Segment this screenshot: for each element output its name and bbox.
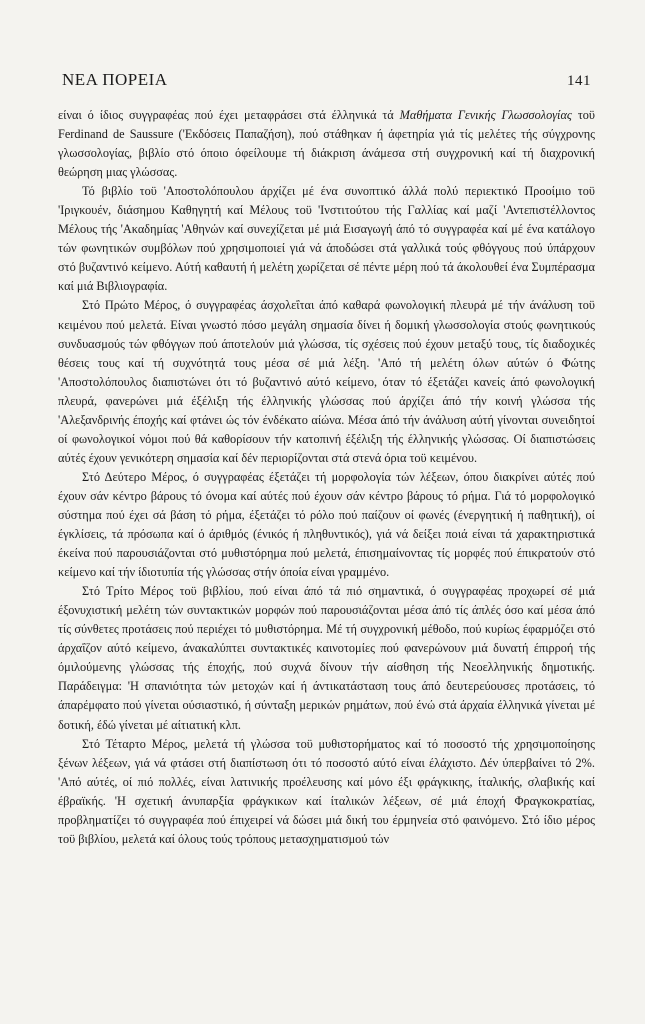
paragraph-1-lead: είναι ό ίδιος συγγραφέας πού έχει μεταφράσει στά έλληνικά τά <box>58 108 400 122</box>
paragraph-1 <box>58 106 595 182</box>
paragraph-1-rest: τοϋ Ferdinand de Saussure ('Εκδόσεις Παπαζήση), πού στάθηκαν ή άφετηρία γιά τίς μελέτες τής σύγχρονης γλωσσολογίας, βιβλίο στό όποιο όφείλουμε τή διάκριση άνάμεσα στή συγχρονική καί τή διαχρονική θεώρηση μιας γλώσσας. <box>58 108 596 180</box>
page-number: 141 <box>567 73 591 89</box>
running-title: ΝΕΑ ΠΟΡΕΙΑ <box>62 70 168 89</box>
page-header <box>58 70 595 90</box>
body-text <box>58 106 595 849</box>
paragraph-4: Στό Δεύτερο Μέρος, ό συγγραφέας έξετάζει τή μορφολογία τών λέξεων, όπου διακρίνει αύτές πού έχουν σάν κέντρο βάρους τό όνομα καί αύτές πού έχουν σάν κέντρο βάρους τό ρήμα. Γιά τό μορφολογικό σύστημα πού έχει σά βάση τό ρήμα, έξετάζει τό ρόλο πού παίζουν οί φωνές (ένεργητική ή παθητική), οί έγκλίσεις, τά πρόσωπα καί ό άριθμός (ένικός ή πληθυντικός), γιά νά δείξει ποιά είναι τά χαρακτηριστικά έκείνα πού παρουσιάζονται στό μυθιστόρημα πού μελετά, έπισημαίνοντας τίς μορφές πού έπικρατούν στό κείμενο καί τήν ίδιοτυπία τής γλώσσας στήν όποία είναι γραμμένο. <box>58 469 595 580</box>
paragraph-5: Στό Τρίτο Μέρος τοϋ βιβλίου, πού είναι άπό τά πιό σημαντικά, ό συγγραφέας προχωρεί σέ μιά έξονυχιστική μελέτη τών συντακτικών μορφών πού παρουσιάζονται μέσα άπό τίς άπλές όσο καί μέσα άπό τίς σύνθετες προτάσεις πού περιέχει τό μυθιστόρημα. Μέ τή συγχρονική μέθοδο, πού κυρίως έφαρμόζει στό άρχαΐζον αύτό κείμενο, άνακαλύπτει συντακτικές καινοτομίες πού φανερώνουν μιά δυνατή έπιρροή τής όμιλούμενης γλώσσας τής έποχής, πού συχνά δίνουν τήν αίσθηση τής Νεοελληνικής δημοτικής. Παράδειγμα: 'Η σπανιότητα τών μετοχών καί ή άντικατάσταση τους άπό δευτερεύουσες προτάσεις, τό άπαρέμφατο πού γίνεται ούσιαστικό, ή σύνταξη μερικών ρημάτων, πού ένώ στά άρχαία έλληνικά γίνεται μέ δοτική, έδώ γίνεται μέ αίτιατική κλπ. <box>58 584 595 732</box>
paragraph-2: Τό βιβλίο τοϋ 'Αποστολόπουλου άρχίζει μέ ένα συνοπτικό άλλά πολύ περιεκτικό Προοίμιο τοϋ 'Ιριγκουέν, διάσημου Καθηγητή καί Μέλους τοϋ 'Ινστιτούτου τής Γαλλίας καί μαζί 'Αντεπιστέλλοντος Μέλους τής 'Ακαδημίας 'Αθηνών καί συνεχίζεται μέ μιά Εισαγωγή άπό τό συγγραφέα καί μέ ένα κατάλογο τών φωνητικών συμβόλων πού χρησιμοποιεί γιά νά άποδώσει στά γαλλικά τούς φθόγγους πού ύπάρχουν στό βυζαντινό κείμενο. Αύτή καθαυτή ή μελέτη χωρίζεται σέ πέντε μέρη πού τά άκολουθεί ένα Συμπέρασμα καί μιά Βιβλιογραφία. <box>58 184 595 294</box>
paragraph-6: Στό Τέταρτο Μέρος, μελετά τή γλώσσα τοϋ μυθιστορήματος καί τό ποσοστό τής χρησιμοποίησης ξένων λέξεων, γιά νά φτάσει στή διαπίστωση ότι τό ποσοστό αύτό είναι έλάχιστο. Δέν ύπερβαίνει τό 2%. 'Από αύτές, οί πιό πολλές, είναι λατινικής προέλευσης καί μόνο έξι φράγκικης, ίταλικής, σλαβικής καί έβραϊκής. 'Η σχετική άνυπαρξία φράγκικων καί ίταλικών λέξεων, σέ μιά έποχή Φραγκοκρατίας, προβληματίζει τό συγγραφέα πού έπιχειρεί νά δώσει μιά δική του έρμηνεία στό φαινόμενο. Στό ίδιο μέρος τοϋ βιβλίου, μελετά καί όλους τούς τρόπους μετασχηματισμού τών <box>58 736 595 846</box>
book-title: Μαθήματα Γενικής Γλωσσολογίας <box>399 108 572 122</box>
paragraph-3: Στό Πρώτο Μέρος, ό συγγραφέας άσχολεΐται άπό καθαρά φωνολογική πλευρά μέ τήν άνάλυση τοϋ κειμένου πού μελετά. Είναι γνωστό πόσο μεγάλη σημασία δίνει ή δομική γλωσσολογία στούς φωνητικούς συνδυασμούς τών φθόγγων πού άποτελούν μιά γλώσσα, τίς σχέσεις πού έχουν μεταξύ τους, τίς διαδοχικές θέσεις τους καί τή συχνότητά τους μέσα σέ μιά λέξη. 'Από τή μελέτη όλων αύτών ό Φώτης 'Αποστολόπουλος διαπιστώνει ότι τό βυζαντινό αύτό κείμενο, όταν τό έξετάζει κανείς άπό φωνολογική πλευρά, φανερώνει μιά έξέλιξη τής έλληνικής γλώσσας πού άρχίζει άπό τήν κοινή γλώσσα τής 'Αλεξανδρινής έποχής καί φτάνει ώς τόν ένδέκατο αίώνα. Μέσα άπό τήν άνάλυση αύτή γίνονται συνειδητοί οί φωνολογικοί νόμοι πού θά καθορίσουν τήν κατοπινή έξέλιξη τής έλληνικής γλώσσας. Οί διαπιστώσεις αύτές έχουν γενικότερη σημασία καί δέν περιορίζονται στά στενά όρια τοϋ κειμένου. <box>58 298 595 465</box>
